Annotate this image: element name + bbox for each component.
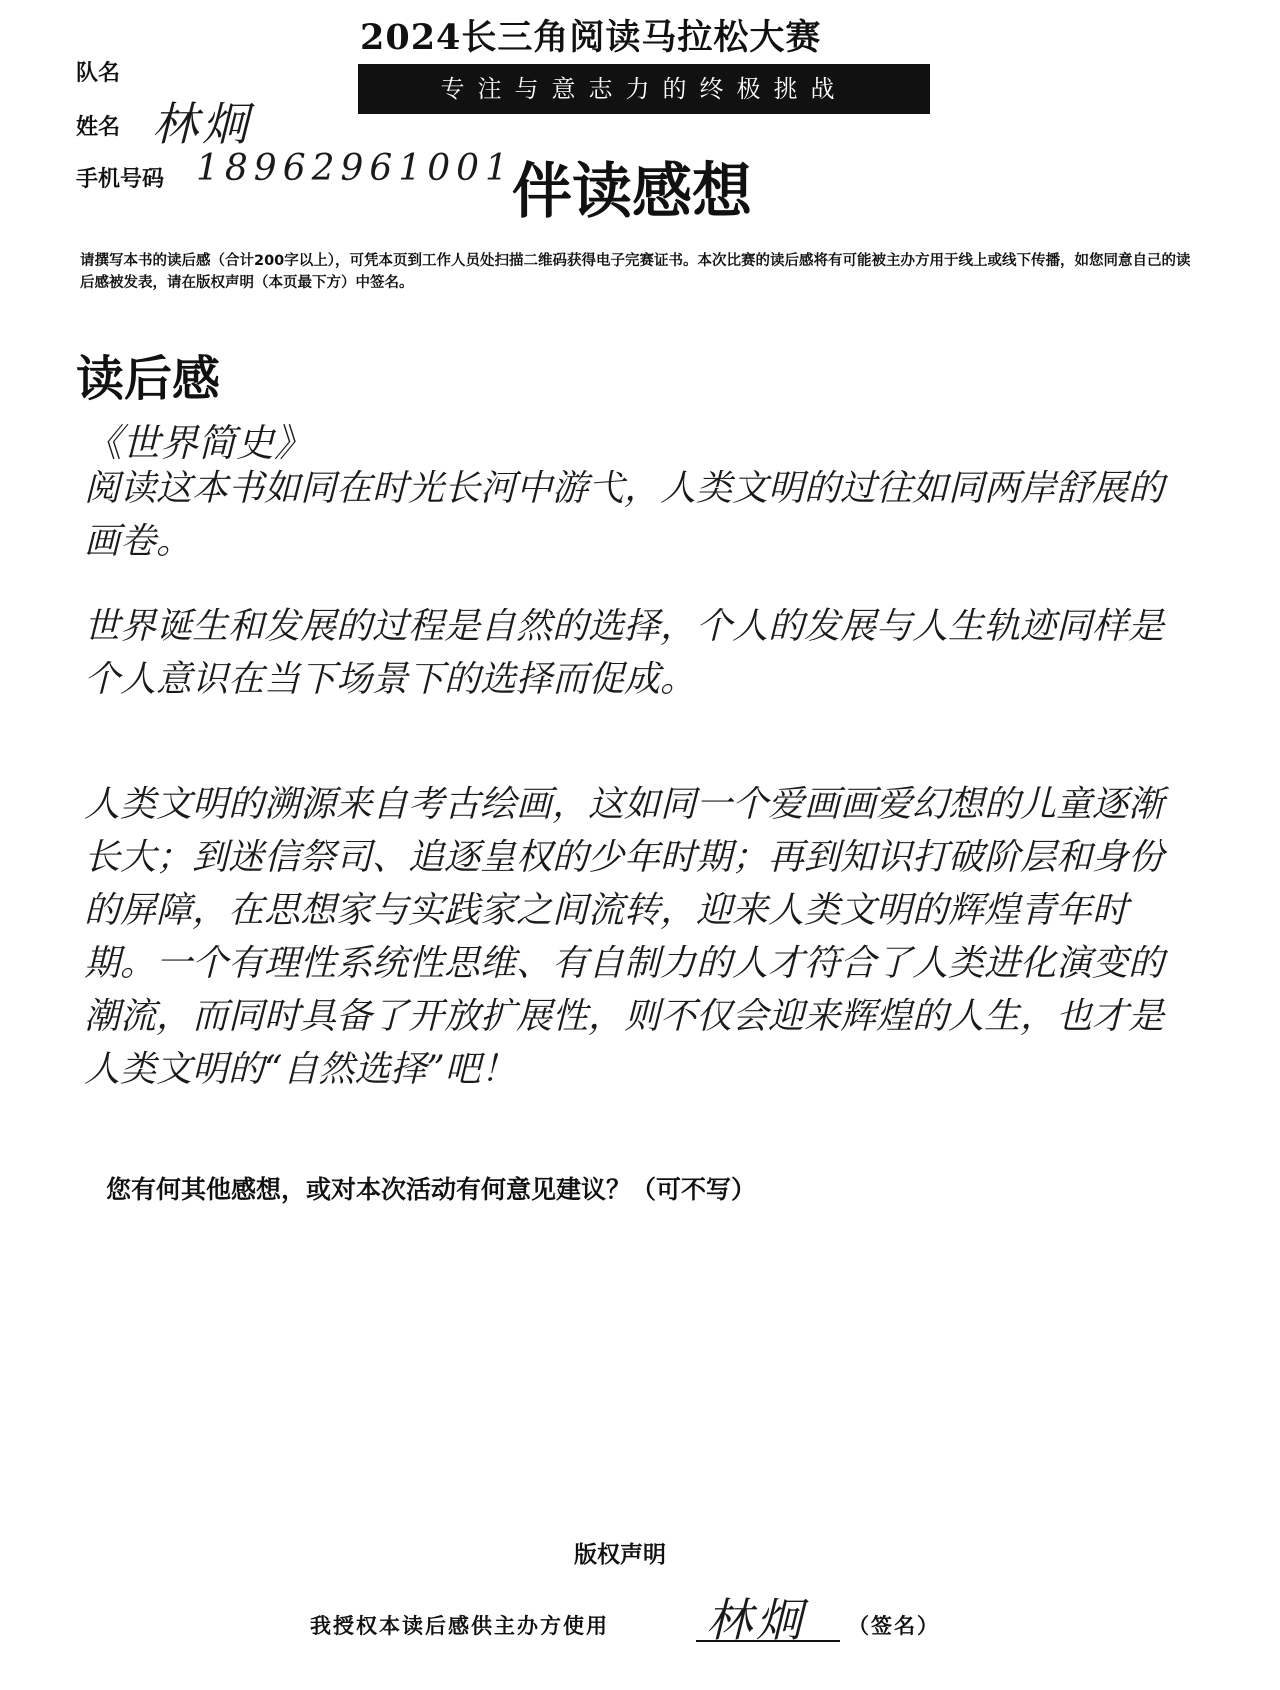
copyright-heading: 版权声明 bbox=[574, 1542, 666, 1568]
signature-note: （签名） bbox=[848, 1614, 940, 1638]
book-title: 《世界简史》 bbox=[84, 421, 313, 465]
page-title: 伴读感想 bbox=[512, 157, 752, 227]
review-heading: 读后感 bbox=[76, 351, 221, 407]
authorization-text: 我授权本读后感供主办方使用 bbox=[310, 1614, 609, 1638]
name-label: 姓名 bbox=[76, 115, 121, 140]
instructions-text: 请撰写本书的读后感（合计200字以上），可凭本页到工作人员处扫描二维码获得电子完赛证书。本次比赛的读后感将有可能被主办方用于线上或线下传播，如您同意自己的读后感被发表，请在版权声明（本页最下方）中签名。 bbox=[80, 253, 1191, 291]
essay-paragraph: 世界诞生和发展的过程是自然的选择，个人的发展与人生轨迹同样是个人意识在当下场景下的选择而促成。 bbox=[84, 606, 1165, 700]
event-title: 2024长三角阅读马拉松大赛 bbox=[360, 17, 822, 58]
signature: 林炯 bbox=[706, 1593, 806, 1647]
essay-paragraph: 人类文明的溯源来自考古绘画，这如同一个爱画画爱幻想的儿童逐渐长大；到迷信祭司、追逐皇权的少年时期；再到知识打破阶层和身份的屏障，在思想家与实践家之间流转，迎来人类文明的辉煌青年时期。一个有理性系统性思维、有自制力的人才符合了人类进化演变的潮流，而同时具备了开放扩展性，则不仅会迎来辉煌的人生，也才是人类文明的“自然选择”吧！ bbox=[84, 784, 1165, 1090]
name-value: 林炯 bbox=[152, 97, 252, 151]
phone-value: 18962961001 bbox=[196, 148, 514, 189]
phone-label: 手机号码 bbox=[76, 167, 165, 192]
slogan-banner: 专注与意志力的终极挑战 bbox=[358, 64, 930, 114]
essay-paragraph: 阅读这本书如同在时光长河中游弋，人类文明的过往如同两岸舒展的画卷。 bbox=[84, 468, 1165, 562]
feedback-question: 您有何其他感想，或对本次活动有何意见建议？（可不写） bbox=[106, 1175, 757, 1204]
team-label: 队名 bbox=[76, 61, 121, 86]
